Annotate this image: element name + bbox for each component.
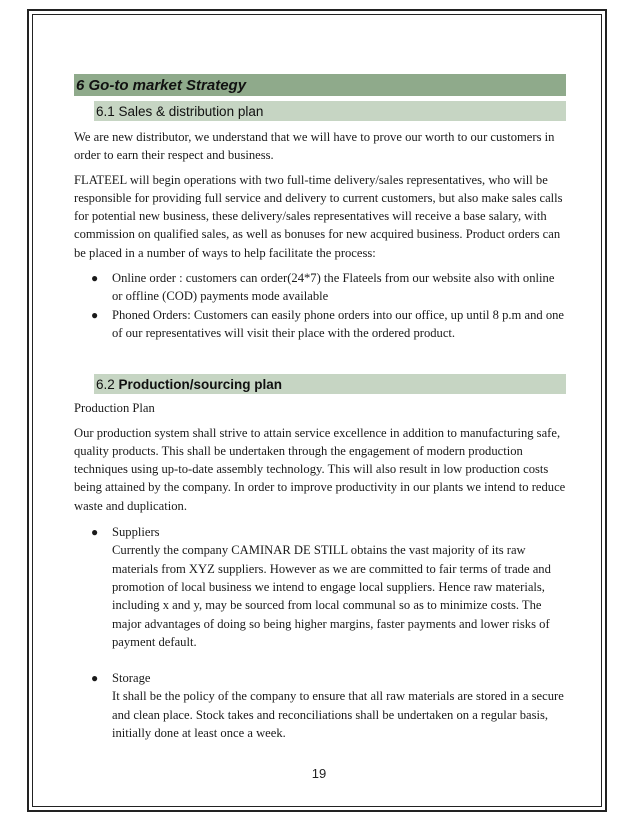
list-item	[74, 269, 566, 306]
sales-paragraph-1: We are new distributor, we understand that we will have to prove our worth to our customers in order to earn their respect and business.	[74, 130, 555, 163]
sales-heading	[94, 101, 566, 121]
bullet-icon: ●	[91, 671, 99, 686]
bullet-icon: ●	[91, 307, 99, 322]
list-item-text: Online order : customers can order(24*7) the Flateels from our website also with online or offline (COD) payments mode available	[112, 271, 555, 304]
production-heading-prefix: 6.2	[96, 376, 115, 392]
sales-heading-text: 6.1 Sales & distribution plan	[96, 103, 264, 119]
production-paragraph-1: Our production system shall strive to attain service excellence in addition to manufacturing safe, quality products. This shall be undertaken through the engagement of modern production techniques using up-to-date assembly technology. This will also result in low production costs being attained by the company. In order to improve productivity in our plants we intend to reduce waste and duplication.	[74, 425, 566, 513]
sales-paragraph-2: FLATEEL will begin operations with two full-time delivery/sales representatives, who will be responsible for providing full service and delivery to current customers, but also make sales calls for potential new business, these delivery/sales representatives will receive a base salary, with commission on qualified sales, as well as bonuses for new acquired business. Product orders can be placed in a number of ways to help facilitate the process:	[74, 172, 563, 260]
bullet-icon: ●	[91, 271, 99, 286]
production-heading	[94, 374, 566, 394]
sales-bullet-list	[74, 269, 566, 342]
list-item	[74, 523, 566, 651]
page-number: 19	[311, 766, 327, 781]
list-item	[74, 669, 566, 742]
bullet-icon: ●	[91, 525, 99, 540]
list-item-text: Currently the company CAMINAR DE STILL obtains the vast majority of its raw materials from XYZ suppliers. However as we are committed to fair terms of trade and promotion of local business we intend to engage local suppliers. Hence raw materials, including x and y, may be sourced from local communal so as to minimize costs. The major advantages of doing so being higher margins, faster payments and lower risks of payment default.	[112, 543, 551, 649]
list-item-title: Storage	[112, 671, 151, 686]
list-item-text: It shall be the policy of the company to ensure that all raw materials are stored in a secure and clean place. Stock takes and reconciliations shall be undertaken on a regular basis, initially done at least once a week.	[112, 689, 564, 741]
production-subheading: Production Plan	[74, 401, 155, 416]
production-bullet-list	[74, 523, 566, 742]
list-item	[74, 306, 566, 343]
list-item-text: Phoned Orders: Customers can easily phone orders into our office, up until 8 p.m and one of our representatives will visit their place with the ordered product.	[112, 307, 565, 340]
page-content	[74, 74, 566, 742]
list-item-title: Suppliers	[112, 525, 160, 540]
production-heading-bold: Production/sourcing plan	[118, 376, 283, 392]
section-heading-text: 6 Go-to market Strategy	[76, 76, 247, 94]
section-heading	[74, 74, 566, 96]
